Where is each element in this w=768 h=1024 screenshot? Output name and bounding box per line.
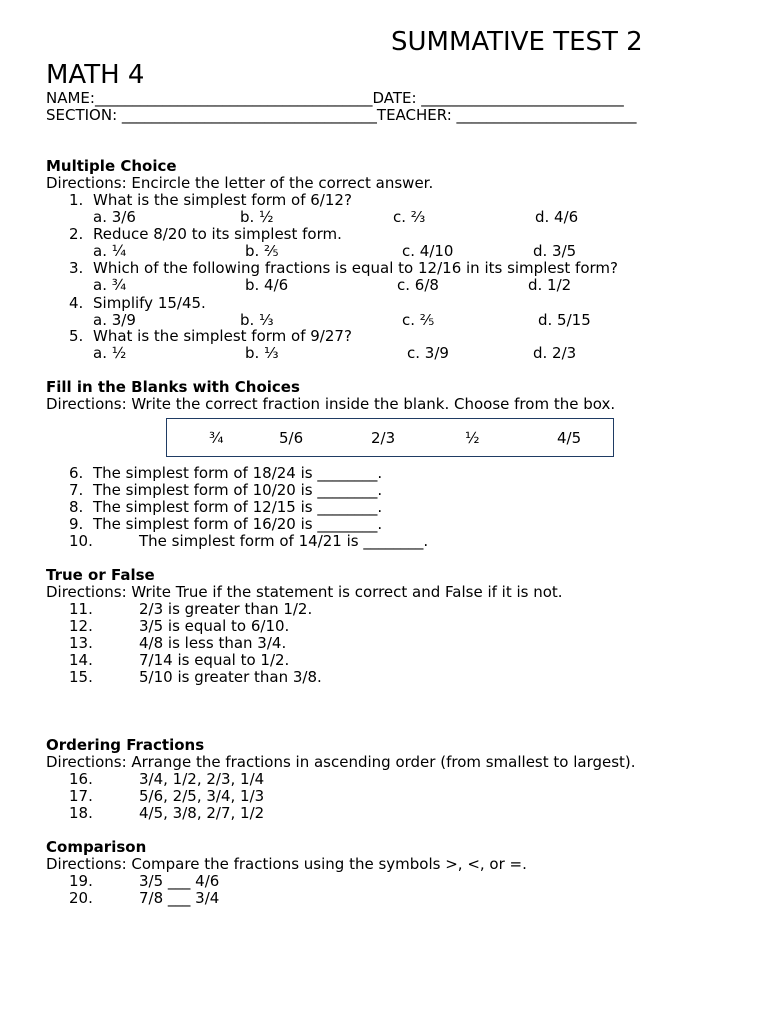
true-false-heading: True or False [46, 566, 155, 584]
item-text: 5/10 is greater than 3/8. [139, 668, 322, 686]
comparison-directions: Directions: Compare the fractions using the symbols >, <, or =. [46, 855, 527, 873]
question-number: 3. [69, 259, 84, 277]
item-text: The simplest form of 14/21 is ________. [139, 532, 429, 550]
multiple-choice-heading: Multiple Choice [46, 157, 177, 175]
item-text: The simplest form of 16/20 is ________. [93, 515, 383, 533]
choice-a: a. ½ [93, 344, 127, 362]
item-text: 4/8 is less than 3/4. [139, 634, 287, 652]
choice-c: c. ⅔ [393, 208, 426, 226]
item-number: 20. [69, 889, 93, 907]
choice-c: c. 4/10 [402, 242, 454, 260]
item-text: 3/4, 1/2, 2/3, 1/4 [139, 770, 265, 788]
item-number: 11. [69, 600, 93, 618]
item-text: The simplest form of 18/24 is ________. [93, 464, 383, 482]
question-number: 1. [69, 191, 84, 209]
box-choice: ½ [465, 429, 480, 447]
item-number: 15. [69, 668, 93, 686]
true-false-directions: Directions: Write True if the statement is correct and False if it is not. [46, 583, 563, 601]
item-number: 16. [69, 770, 93, 788]
choice-b: b. 4/6 [245, 276, 289, 294]
comparison-heading: Comparison [46, 838, 147, 856]
item-text: 5/6, 2/5, 3/4, 1/3 [139, 787, 265, 805]
subject-title: MATH 4 [46, 60, 145, 90]
item-number: 19. [69, 872, 93, 890]
choice-d: d. 2/3 [533, 344, 577, 362]
question-number: 4. [69, 294, 84, 312]
choice-a: a. ¾ [93, 276, 127, 294]
item-number: 7. [69, 481, 84, 499]
choice-b: b. ⅓ [240, 311, 274, 329]
item-text: The simplest form of 12/15 is ________. [93, 498, 383, 516]
question-text: What is the simplest form of 9/27? [93, 327, 352, 345]
choice-d: d. 1/2 [528, 276, 572, 294]
item-number: 14. [69, 651, 93, 669]
name-date-line: NAME:_____________________________________DATE: ___________________________ [46, 89, 624, 107]
choice-b: b. ½ [240, 208, 274, 226]
box-choice: ¾ [209, 429, 224, 447]
item-number: 13. [69, 634, 93, 652]
section-teacher-line: SECTION: __________________________________TEACHER: ________________________ [46, 106, 637, 124]
question-text: What is the simplest form of 6/12? [93, 191, 352, 209]
item-text: 7/14 is equal to 1/2. [139, 651, 290, 669]
fill-blanks-directions: Directions: Write the correct fraction inside the blank. Choose from the box. [46, 395, 616, 413]
ordering-directions: Directions: Arrange the fractions in ascending order (from smallest to largest). [46, 753, 636, 771]
choice-d: d. 5/15 [538, 311, 591, 329]
choice-c: c. ⅖ [402, 311, 435, 329]
question-text: Reduce 8/20 to its simplest form. [93, 225, 342, 243]
item-number: 8. [69, 498, 84, 516]
choice-b: b. ⅖ [245, 242, 279, 260]
item-number: 18. [69, 804, 93, 822]
choice-d: d. 4/6 [535, 208, 579, 226]
choice-b: b. ⅓ [245, 344, 279, 362]
question-text: Which of the following fractions is equal to 12/16 in its simplest form? [93, 259, 618, 277]
item-text: The simplest form of 10/20 is ________. [93, 481, 383, 499]
question-number: 5. [69, 327, 84, 345]
item-number: 12. [69, 617, 93, 635]
choice-d: d. 3/5 [533, 242, 577, 260]
item-text: 3/5 is equal to 6/10. [139, 617, 290, 635]
question-text: Simplify 15/45. [93, 294, 206, 312]
item-number: 17. [69, 787, 93, 805]
choice-a: a. 3/6 [93, 208, 136, 226]
fill-blanks-heading: Fill in the Blanks with Choices [46, 378, 300, 396]
box-choice: 5/6 [279, 429, 304, 447]
choice-c: c. 3/9 [407, 344, 449, 362]
item-text: 3/5 ___ 4/6 [139, 872, 220, 890]
choice-a: a. ¼ [93, 242, 127, 260]
box-choice: 4/5 [557, 429, 582, 447]
item-text: 2/3 is greater than 1/2. [139, 600, 313, 618]
box-choice: 2/3 [371, 429, 396, 447]
item-number: 9. [69, 515, 84, 533]
question-number: 2. [69, 225, 84, 243]
item-text: 4/5, 3/8, 2/7, 1/2 [139, 804, 265, 822]
multiple-choice-directions: Directions: Encircle the letter of the correct answer. [46, 174, 434, 192]
ordering-heading: Ordering Fractions [46, 736, 205, 754]
choice-a: a. 3/9 [93, 311, 136, 329]
test-title: SUMMATIVE TEST 2 [391, 27, 643, 57]
item-number: 6. [69, 464, 84, 482]
choices-box [166, 418, 614, 457]
item-text: 7/8 ___ 3/4 [139, 889, 220, 907]
item-number: 10. [69, 532, 93, 550]
choice-c: c. 6/8 [397, 276, 439, 294]
